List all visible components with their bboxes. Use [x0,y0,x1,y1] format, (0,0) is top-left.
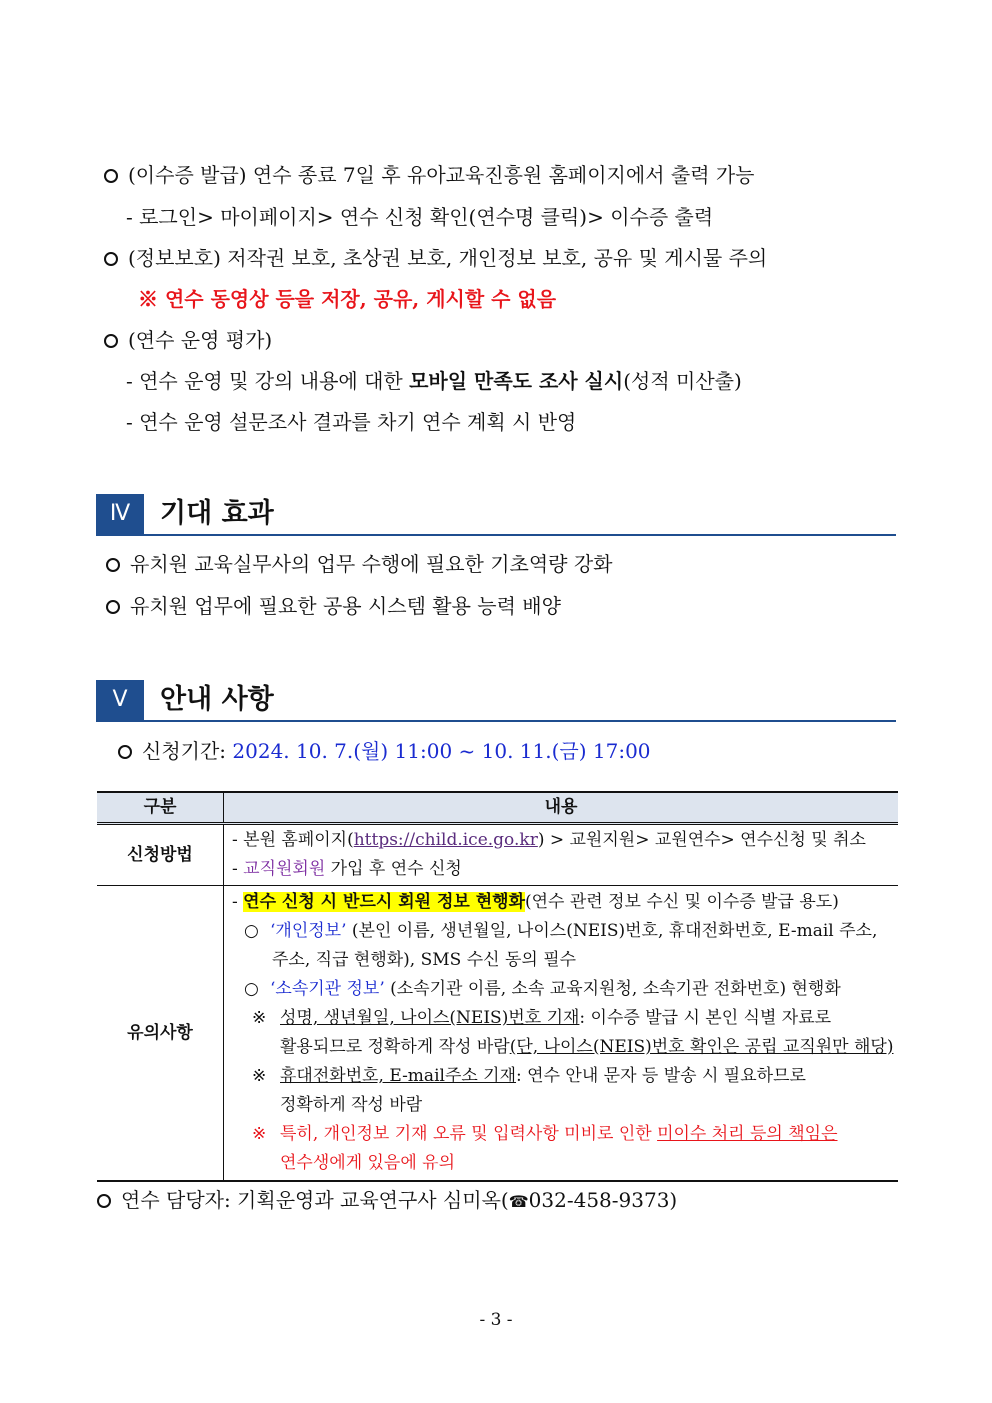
table-row [97,824,898,886]
reference-mark: ※ [252,1066,267,1086]
precaution-line: ※ 특히, 개인정보 기재 오류 및 입력사항 미비로 인한 미이수 처리 등의 책임은 [232,1120,898,1149]
privacy-warning: ※ 연수 동영상 등을 저장, 공유, 게시할 수 없음 [138,287,557,311]
notice-table [97,791,898,1182]
evaluation-sub-line-1: - 연수 운영 및 강의 내용에 대한 모바일 만족도 조사 실시(성적 미산출) [126,369,742,393]
precaution-line: ○ ‘소속기관 정보’ (소속기관 이름, 소속 교육지원청, 소속기관 전화번호) 현행화 [232,975,898,1004]
row-content-precautions [224,886,899,1182]
privacy-line: (정보보호) 저작권 보호, 초상권 보호, 개인정보 보호, 공유 및 게시물 주의 [104,244,767,272]
precaution-line: - 연수 신청 시 반드시 회원 정보 현행화(연수 관련 정보 수신 및 이수증 발급 용도) [232,892,839,912]
row-label-application: 신청방법 [97,824,224,886]
phone-icon: ☎ [508,1192,529,1211]
circle-bullet-icon [97,1194,111,1208]
circle-bullet-icon [118,745,132,759]
table-header-row [97,792,898,824]
effect-item-1: 유치원 교육실무사의 업무 수행에 필요한 기초역량 강화 [106,550,613,578]
reference-mark: ※ [252,1008,267,1028]
section-title: 안내 사항 [160,684,274,715]
precaution-line: 활용되므로 정확하게 작성 바람(단, 나이스(NEIS)번호 확인은 공립 교직원만 해당) [280,1037,894,1057]
precaution-line: 주소, 직급 현행화), SMS 수신 동의 필수 [272,950,577,970]
circle-marker: ○ [244,979,259,999]
homepage-link[interactable]: https://child.ice.go.kr [353,830,538,850]
row-label-precautions: 유의사항 [97,886,224,1182]
header-content: 내용 [224,792,899,824]
effect-item-2: 유치원 업무에 필요한 공용 시스템 활용 능력 배양 [106,592,561,620]
precaution-line: ○ ‘개인정보’ (본인 이름, 생년월일, 나이스(NEIS)번호, 휴대전화번호, E-mail 주소, [232,917,898,946]
circle-bullet-icon [104,252,118,266]
header-category: 구분 [97,792,224,824]
evaluation-sub-line-2: - 연수 운영 설문조사 결과를 차기 연수 계획 시 반영 [126,410,577,434]
reference-mark: ※ [252,1124,267,1144]
application-method-line-2: - 교직원회원 가입 후 연수 신청 [232,859,462,879]
precaution-line: 정확하게 작성 바람 [280,1095,423,1115]
circle-bullet-icon [106,558,120,572]
section-number: Ⅳ [96,494,144,534]
section-number: Ⅴ [96,680,144,720]
evaluation-line: (연수 운영 평가) [104,326,272,354]
circle-bullet-icon [104,169,118,183]
precaution-line: ※ 성명, 생년월일, 나이스(NEIS)번호 기재: 이수증 발급 시 본인 식별 자료로 [232,1004,898,1033]
table-row [97,886,898,1182]
circle-bullet-icon [106,600,120,614]
application-method-line-1: - 본원 홈페이지(https://child.ice.go.kr) > 교원지원> 교원연수> 연수신청 및 취소 [232,830,866,850]
application-period: 신청기간: 2024. 10. 7.(월) 11:00 ~ 10. 11.(금) 17:00 [118,737,651,765]
certificate-line: (이수증 발급) 연수 종료 7일 후 유아교육진흥원 홈페이지에서 출력 가능 [104,161,755,189]
section-title: 기대 효과 [160,498,274,529]
circle-bullet-icon [104,334,118,348]
page-number: - 3 - [479,1310,513,1330]
circle-marker: ○ [244,921,259,941]
certificate-sub-line: - 로그인> 마이페이지> 연수 신청 확인(연수명 클릭)> 이수증 출력 [126,205,714,229]
section-header-expected-effects [96,494,896,536]
contact-line: 연수 담당자: 기획운영과 교육연구사 심미옥(☎032-458-9373) [97,1186,677,1216]
section-header-notice [96,680,896,722]
row-content-application [224,824,899,886]
precaution-line: 연수생에게 있음에 유의 [280,1153,456,1173]
precaution-line: ※ 휴대전화번호, E-mail주소 기재: 연수 안내 문자 등 발송 시 필요하므로 [232,1062,898,1091]
